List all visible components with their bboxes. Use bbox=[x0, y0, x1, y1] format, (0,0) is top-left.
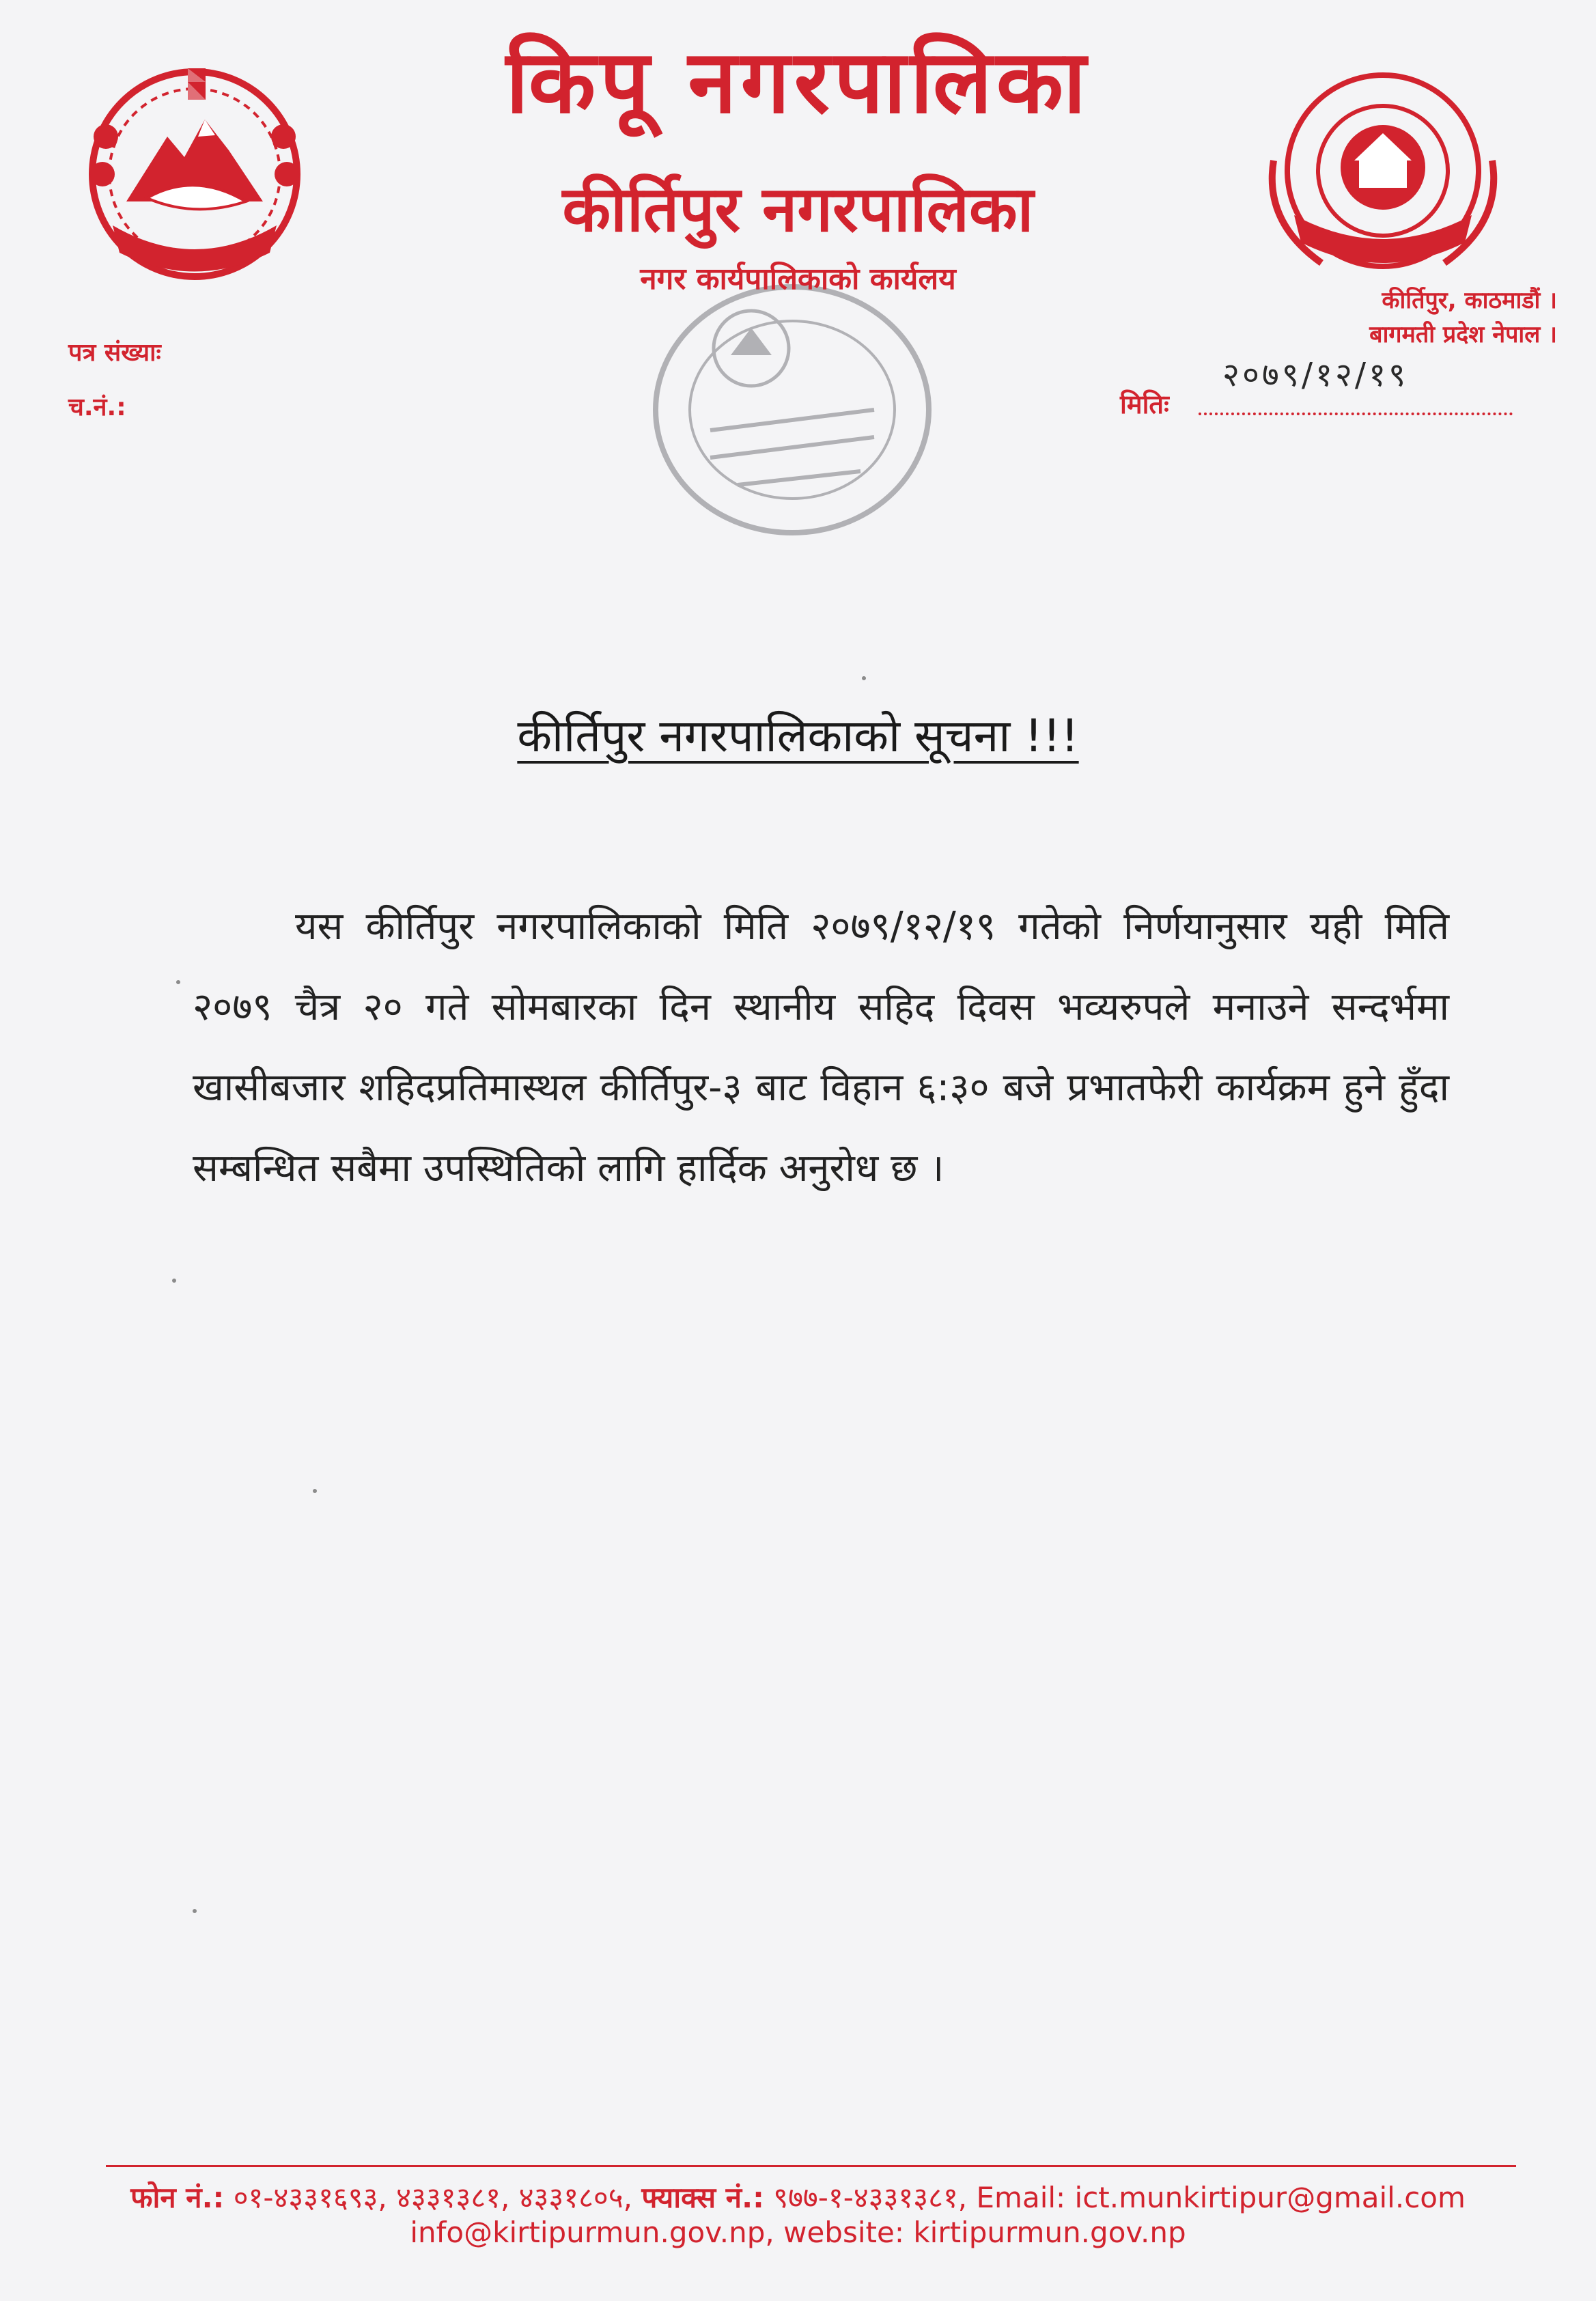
office-name: नगर कार्यपालिकाको कार्यलय bbox=[640, 262, 956, 296]
municipality-name: कीर्तिपुर नगरपालिका bbox=[562, 173, 1034, 246]
date-label: मितिः bbox=[1120, 389, 1169, 419]
paper-speck bbox=[193, 1909, 197, 1913]
date-dotted-line bbox=[1199, 413, 1513, 415]
reference-number-label: पत्र संख्याः bbox=[68, 339, 161, 367]
office-seal-stamp-icon bbox=[635, 273, 949, 560]
handwritten-date: २०७९/१२/१९ bbox=[1222, 356, 1409, 394]
address-line-2: बागमती प्रदेश नेपाल । bbox=[1369, 321, 1557, 348]
notice-title: कीर्तिपुर नगरपालिकाको सूचना !!! bbox=[517, 710, 1079, 762]
email-text: Email: ict.munkirtipur@gmail.com bbox=[976, 2181, 1466, 2214]
fax-label: फ्याक्स नं.: bbox=[641, 2181, 764, 2214]
address-line-1: कीर्तिपुर, काठमाडौं । bbox=[1382, 287, 1557, 314]
fax-number: ९७७-१-४३३१३८१, bbox=[773, 2181, 968, 2214]
phone-label: फोन नं.: bbox=[130, 2181, 225, 2214]
paper-speck bbox=[172, 1279, 176, 1283]
notice-body: यस कीर्तिपुर नगरपालिकाको मिति २०७९/१२/१९ गतेको निर्णयानुसार यही मिति २०७९ चैत्र २० गते सोमबारका दिन स्थानीय सहिद दिवस भव्यरुपले मनाउने सन्दर्भमा खासीबजार शहिदप्रतिमास्थल कीर्तिपुर-३ बाट विहान ६:३० बजे प्रभातफेरी कार्यक्रम हुने हुँदा सम्बन्धित सबैमा उपस्थितिको लागि हार्दिक अनुरोध छ । bbox=[193, 904, 1449, 1190]
dispatch-number-label: च.नं.: bbox=[68, 393, 126, 421]
paper-speck bbox=[862, 676, 866, 680]
paper-speck bbox=[176, 980, 180, 984]
municipality-stylized-name: किपू नगरपालिका bbox=[505, 31, 1091, 133]
paper-speck bbox=[313, 1489, 317, 1493]
footer-web-line: info@kirtipurmun.gov.np, website: kirtipurmun.gov.np bbox=[410, 2216, 1186, 2249]
footer-contact-line bbox=[0, 2177, 1596, 2216]
footer-divider bbox=[106, 2165, 1516, 2167]
phone-numbers: ०१-४३३१६९३, ४३३१३८१, ४३३१८०५, bbox=[233, 2181, 632, 2214]
